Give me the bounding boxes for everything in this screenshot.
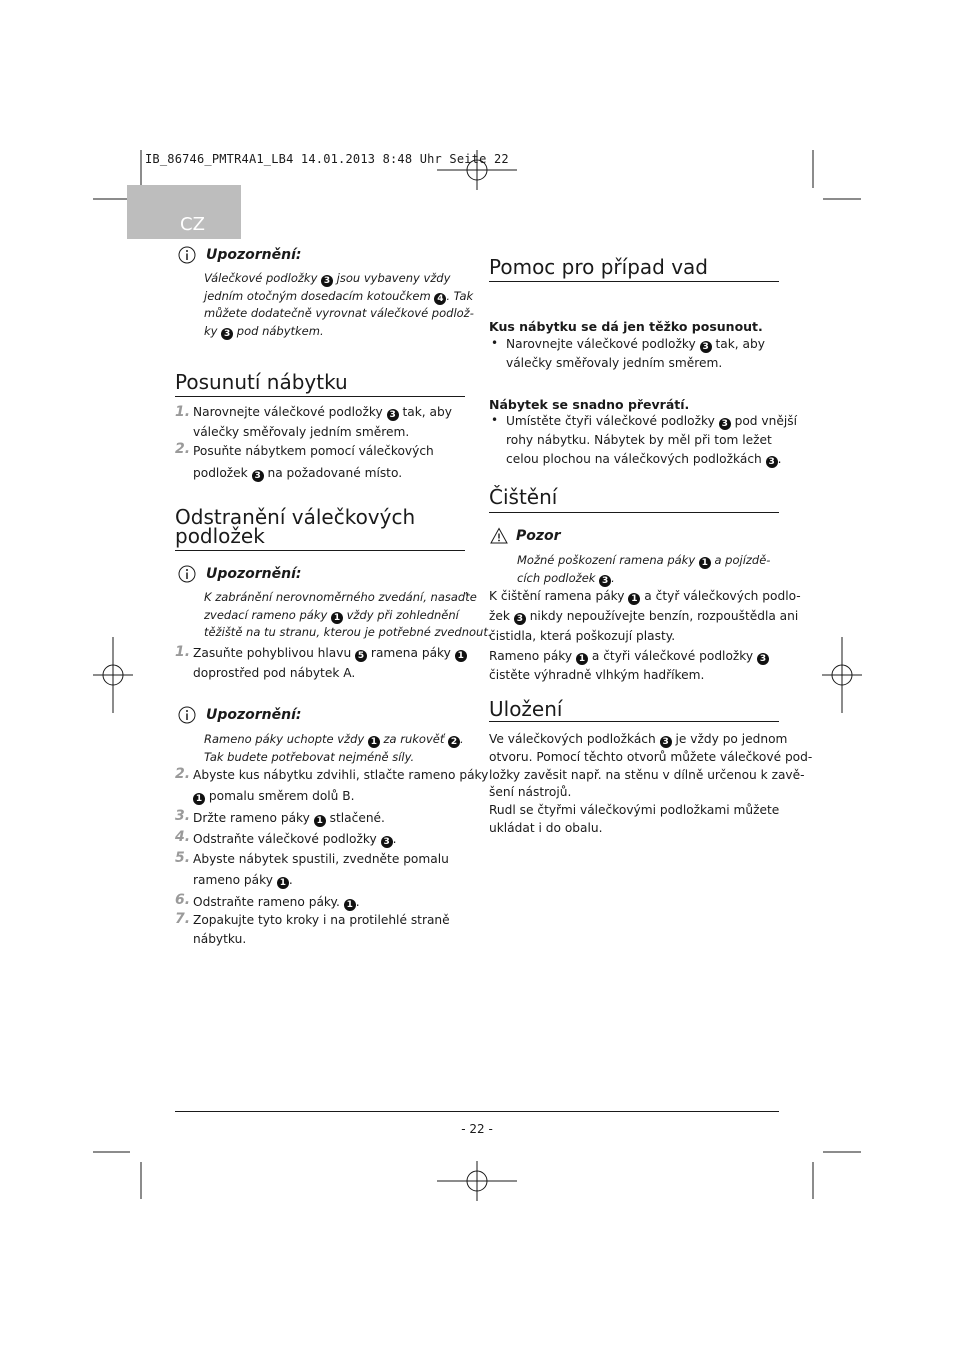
text-line: [489, 666, 769, 685]
callout-number-icon: 1: [628, 593, 640, 605]
text-line: [489, 586, 801, 606]
text-line: [204, 589, 492, 607]
callout-number-icon: 1: [344, 899, 356, 911]
step-text: [193, 829, 397, 849]
text-segment: válečky směřovaly jedním směrem.: [506, 356, 723, 370]
text-segment: vždy při zohlednění: [342, 607, 459, 622]
text-line: [193, 829, 397, 849]
print-slug: IB_86746_PMTR4A1_LB4 14.01.2013 8:48 Uhr Seite 22: [145, 152, 509, 166]
text-segment: Posuňte nábytkem pomocí válečkových: [193, 444, 434, 458]
text-segment: .: [460, 732, 464, 746]
section-title: Posunutí nábytku: [175, 370, 348, 394]
registration-mark-icon: [822, 637, 862, 713]
step-number: 1.: [175, 644, 191, 660]
text-segment: šení nástrojů.: [489, 785, 572, 800]
callout-number-icon: 5: [355, 650, 367, 662]
bullet: •: [491, 336, 499, 350]
callout-number-icon: 1: [368, 736, 380, 748]
text-line: [489, 749, 812, 767]
info-circle-icon: [178, 706, 196, 724]
callout-number-icon: 1: [455, 650, 467, 662]
callout-number-icon: 3: [252, 470, 264, 482]
step-number: 4.: [175, 829, 191, 845]
text-line: [204, 270, 474, 288]
text-segment: a čtyř válečkových podlo-: [640, 589, 801, 603]
text-segment: K zabránění nerovnoměrného zvedání, nasaďte: [204, 590, 477, 604]
text-segment: a čtyři válečkové podložky: [588, 649, 758, 663]
text-line: [204, 607, 492, 625]
text-segment: doprostřed pod nábytek A.: [193, 666, 356, 680]
step-text: [193, 643, 467, 683]
text-line: [193, 870, 449, 891]
note-text: [204, 589, 492, 642]
text-line: [193, 462, 434, 484]
step-text: [193, 892, 360, 912]
text-segment: Zopakujte tyto kroky i na protilehlé straně: [193, 913, 450, 927]
text-segment: čistěte výhradně vlhkým hadříkem.: [489, 668, 705, 682]
step-text: [193, 765, 488, 807]
text-segment: .: [777, 452, 782, 466]
callout-number-icon: 1: [699, 557, 711, 569]
text-line: [193, 422, 452, 442]
callout-number-icon: 1: [576, 653, 588, 665]
text-line: [506, 335, 765, 354]
text-segment: tak, aby: [711, 337, 765, 351]
text-segment: Válečkové podložky: [204, 271, 322, 285]
section-rule: [175, 396, 465, 397]
text-segment: tak, aby: [398, 405, 452, 419]
text-segment: ložky zavěsit např. na stěnu v dílně určenou k zavě-: [489, 767, 805, 782]
text-segment: .: [288, 873, 293, 887]
text-segment: rohy nábytku. Nábytek by měl při tom ležet: [506, 433, 772, 447]
text-line: [489, 731, 812, 749]
step-number: 1.: [175, 404, 191, 420]
footer-rule: [175, 1111, 779, 1112]
language-tab: [127, 185, 241, 239]
text-line: [193, 892, 360, 912]
section-title: Čištění: [489, 485, 558, 509]
text-line: [193, 930, 450, 949]
note-text: [204, 270, 474, 340]
issue-title: Nábytek se snadno převrátí.: [489, 397, 690, 412]
text-line: [517, 570, 770, 588]
text-segment: otvoru. Pomocí těchto otvorů můžete válečkové pod-: [489, 749, 813, 764]
text-segment: podložek: [193, 466, 252, 480]
text-segment: a pojízdě-: [710, 553, 771, 567]
text-segment: .: [355, 895, 360, 909]
step-text: [193, 808, 385, 828]
text-segment: těžiště na tu stranu, kterou je potřebné zvednout.: [204, 625, 492, 639]
callout-number-icon: 1: [331, 612, 343, 624]
step-number: 2.: [175, 766, 191, 782]
bullet-text: [506, 412, 797, 469]
warning-text: [517, 552, 770, 587]
paragraph: [489, 647, 769, 685]
warning-triangle-icon: [490, 527, 508, 545]
text-line: [204, 305, 474, 323]
step-text: [193, 849, 449, 891]
text-segment: .: [392, 832, 397, 846]
callout-number-icon: 3: [660, 736, 672, 748]
text-line: [204, 749, 464, 767]
text-line: [506, 450, 797, 469]
text-segment: můžete dodatečně vyrovnat válečkové podlož-: [204, 306, 474, 320]
text-line: [193, 765, 488, 786]
registration-mark-icon: [437, 1161, 517, 1201]
note-text: [204, 731, 464, 766]
text-line: [489, 802, 812, 820]
text-line: [489, 767, 812, 785]
note-title: Upozornění:: [206, 247, 302, 263]
text-segment: cích podložek: [517, 570, 600, 585]
callout-number-icon: 1: [193, 793, 205, 805]
text-segment: Abyste kus nábytku zdvihli, stlačte rameno páky: [193, 768, 489, 782]
text-line: [204, 288, 474, 306]
text-line: [517, 552, 770, 570]
section-rule: [175, 550, 465, 551]
text-line: [193, 911, 450, 930]
section-title: Uložení: [489, 697, 563, 721]
text-line: [193, 849, 449, 870]
text-line: [193, 808, 385, 828]
text-line: [204, 323, 474, 341]
step-text: [193, 402, 452, 442]
text-line: [204, 731, 464, 749]
bullet: •: [491, 413, 499, 427]
text-segment: pomalu směrem dolů B.: [205, 789, 355, 803]
text-segment: . Tak: [446, 288, 474, 303]
step-number: 6.: [175, 892, 191, 908]
text-segment: Tak budete potřebovat nejméně síly.: [204, 749, 415, 764]
info-circle-icon: [178, 246, 196, 264]
info-circle-icon: [178, 565, 196, 583]
page-number: - 22 -: [461, 1122, 493, 1136]
text-segment: Ve válečkových podložkách: [489, 732, 660, 746]
bullet-text: [506, 335, 765, 373]
text-line: [193, 402, 452, 422]
text-line: [506, 431, 797, 450]
text-segment: Odstraňte rameno páky.: [193, 895, 344, 909]
section-rule: [489, 281, 779, 282]
callout-number-icon: 3: [381, 836, 393, 848]
text-segment: Možné poškození ramena páky: [517, 553, 699, 567]
text-segment: válečky směřovaly jedním směrem.: [193, 425, 410, 439]
text-segment: za rukověť: [379, 732, 448, 746]
section-title: podložek: [175, 524, 265, 548]
step-text: [193, 440, 434, 484]
text-segment: Zasuňte pohyblivou hlavu: [193, 646, 356, 660]
section-rule: [489, 512, 779, 513]
callout-number-icon: 3: [757, 653, 769, 665]
section-rule: [489, 721, 779, 722]
registration-mark-icon: [93, 637, 133, 713]
text-segment: Narovnejte válečkové podložky: [506, 337, 700, 351]
callout-number-icon: 4: [434, 293, 446, 305]
text-segment: K čištění ramena páky: [489, 589, 629, 603]
callout-number-icon: 3: [221, 328, 233, 340]
text-segment: čistidla, která poškozují plasty.: [489, 629, 676, 643]
text-segment: nábytku.: [193, 932, 247, 946]
text-segment: pod nábytkem.: [233, 323, 324, 338]
text-line: [489, 820, 812, 838]
callout-number-icon: 3: [766, 456, 778, 468]
callout-number-icon: 3: [599, 575, 611, 587]
text-segment: stlačené.: [325, 811, 385, 825]
text-segment: Rudl se čtyřmi válečkovými podložkami můžete: [489, 803, 780, 818]
text-segment: jedním otočným dosedacím kotoučkem: [204, 288, 435, 303]
callout-number-icon: 3: [321, 275, 333, 287]
text-segment: celou plochou na válečkových podložkách: [506, 452, 766, 466]
callout-number-icon: 3: [700, 341, 712, 353]
callout-number-icon: 1: [277, 877, 289, 889]
text-line: [489, 647, 769, 666]
text-line: [506, 354, 765, 373]
language-tab-label: CZ: [180, 214, 205, 235]
text-segment: zvedací rameno páky: [204, 607, 331, 622]
text-segment: na požadované místo.: [263, 466, 403, 480]
issue-title: Kus nábytku se dá jen těžko posunout.: [489, 319, 763, 334]
text-segment: Odstraňte válečkové podložky: [193, 832, 381, 846]
text-line: [489, 784, 812, 802]
text-line: [204, 624, 492, 642]
paragraph: [489, 731, 812, 838]
text-segment: rameno páky: [193, 873, 277, 887]
text-line: [193, 786, 488, 807]
text-segment: ramena páky: [367, 646, 455, 660]
text-segment: Umístěte čtyři válečkové podložky: [506, 414, 719, 428]
text-line: [506, 412, 797, 431]
callout-number-icon: 3: [719, 418, 731, 430]
warning-title: Pozor: [516, 528, 561, 544]
text-line: [193, 643, 467, 663]
text-segment: Abyste nábytek spustili, zvedněte pomalu: [193, 852, 449, 866]
section-title: Odstranění válečkových: [175, 505, 416, 529]
callout-number-icon: 1: [314, 815, 326, 827]
step-text: [193, 911, 450, 949]
text-segment: nikdy nepoužívejte benzín, rozpouštědla ani: [525, 609, 799, 623]
text-line: [193, 663, 467, 683]
section-title: Pomoc pro případ vad: [489, 255, 708, 279]
text-segment: jsou vybaveny vždy: [333, 271, 451, 285]
step-number: 7.: [175, 911, 191, 927]
step-number: 2.: [175, 441, 191, 457]
text-line: [489, 606, 801, 626]
text-segment: .: [611, 570, 615, 585]
text-segment: žek: [489, 609, 514, 623]
text-segment: Rameno páky uchopte vždy: [204, 732, 368, 746]
text-segment: je vždy po jednom: [671, 732, 788, 746]
text-line: [489, 626, 801, 646]
step-number: 3.: [175, 808, 191, 824]
paragraph: [489, 586, 801, 646]
note-title: Upozornění:: [206, 707, 302, 723]
note-title: Upozornění:: [206, 566, 302, 582]
text-segment: Narovnejte válečkové podložky: [193, 405, 387, 419]
text-segment: Držte rameno páky: [193, 811, 314, 825]
callout-number-icon: 2: [448, 736, 460, 748]
callout-number-icon: 3: [387, 409, 399, 421]
step-number: 5.: [175, 850, 191, 866]
text-segment: pod vnější: [730, 414, 797, 428]
text-segment: ukládat i do obalu.: [489, 820, 603, 835]
text-line: [193, 440, 434, 462]
text-segment: ky: [204, 323, 222, 338]
text-segment: Rameno páky: [489, 649, 577, 663]
callout-number-icon: 3: [514, 613, 526, 625]
